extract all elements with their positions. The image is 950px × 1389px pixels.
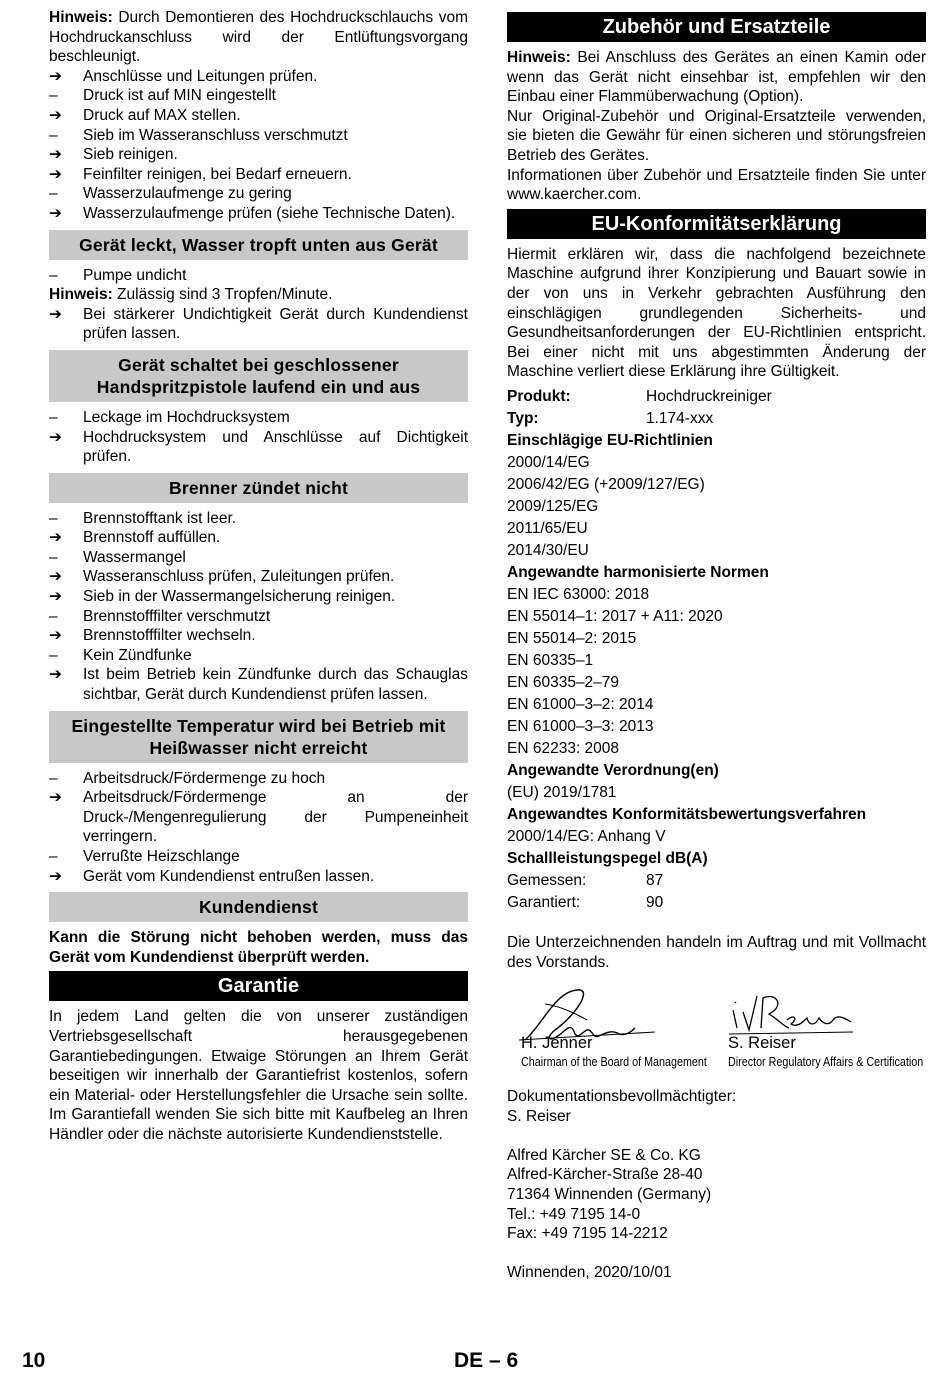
list-item: ➔ Brennstofffilter wechseln. xyxy=(49,627,256,645)
intro-hinweis: Hinweis: Durch Demontieren des Hochdruckschlauchs vom Hochdruckanschluss wird der Entlüftungsvorgang beschleunigt. xyxy=(49,9,468,66)
directive-item: 2009/125/EG xyxy=(507,497,599,515)
company-fax: Fax: +49 7195 14-2212 xyxy=(507,1225,668,1243)
list-item: ➔ Feinfilter reinigen, bei Bedarf erneuern. xyxy=(49,165,352,183)
list-item: ➔ Wasseranschluss prüfen, Zuleitungen prüfen. xyxy=(49,568,395,586)
list-item: – Verrußte Heizschlange xyxy=(49,848,240,865)
section-heading-switching: Gerät schaltet bei geschlossener Handspritzpistole laufend ein und aus xyxy=(49,350,468,402)
signer-title: Chairman of the Board of Management xyxy=(521,1055,707,1070)
list-item: – Sieb im Wasseranschluss verschmutzt xyxy=(49,126,348,144)
section-page-number: DE – 6 xyxy=(454,1349,519,1372)
doc-label: Dokumentationsbevollmächtigter: xyxy=(507,1088,737,1106)
product-row: Produkt: Hochdruckreiniger xyxy=(507,387,772,405)
directive-item: 2000/14/EG xyxy=(507,453,590,471)
company-tel: Tel.: +49 7195 14-0 xyxy=(507,1205,641,1223)
company-street: Alfred-Kärcher-Straße 28-40 xyxy=(507,1166,703,1184)
signature-reiser-icon xyxy=(727,988,857,1038)
list-item: – Wassermangel xyxy=(49,548,186,566)
signer-name: H. Jenner xyxy=(521,1034,593,1053)
list-item: – Druck ist auf MIN eingestellt xyxy=(49,87,276,105)
list-item: ➔ Gerät vom Kundendienst entrußen lassen. xyxy=(49,867,375,885)
section-heading-service: Kundendienst xyxy=(49,892,468,922)
accessories-hinweis: Hinweis: Bei Anschluss des Gerätes an einen Kamin oder wenn das Gerät nicht einsehbar ist, empfehlen wir den Einbau einer Flammüberwachung (Option). xyxy=(507,49,926,106)
signatories-text: Die Unterzeichnenden handeln im Auftrag und mit Vollmacht des Vorstands. xyxy=(507,933,926,971)
standard-item: EN IEC 63000: 2018 xyxy=(507,585,650,603)
signer-name: S. Reiser xyxy=(728,1034,796,1053)
list-item: – Arbeitsdruck/Fördermenge zu hoch xyxy=(49,769,326,787)
standard-item: EN 61000–3–3: 2013 xyxy=(507,717,654,735)
section-heading-eu-declaration: EU-Konformitätserklärung xyxy=(507,209,926,239)
sound-heading: Schallleistungspegel dB(A) xyxy=(507,849,708,867)
doc-name: S. Reiser xyxy=(507,1107,571,1125)
signer-title: Director Regulatory Affairs & Certification xyxy=(728,1055,924,1070)
list-item: – Kein Zündfunke xyxy=(49,646,192,664)
list-item: ➔ Wasserzulaufmenge prüfen (siehe Technische Daten). xyxy=(49,204,456,222)
standards-heading: Angewandte harmonisierte Normen xyxy=(507,563,769,581)
standard-item: EN 55014–2: 2015 xyxy=(507,629,637,647)
section-heading-temperature: Eingestellte Temperatur wird bei Betrieb mit Heißwasser nicht erreicht xyxy=(49,711,468,763)
standard-item: EN 60335–2–79 xyxy=(507,673,620,691)
directives-heading: Einschlägige EU-Richtlinien xyxy=(507,431,713,449)
section-heading-warranty: Garantie xyxy=(49,971,468,1001)
page-number: 10 xyxy=(22,1349,46,1372)
directive-item: 2006/42/EG (+2009/127/EG) xyxy=(507,475,705,493)
left-column xyxy=(49,8,468,1145)
list-item: – Brennstofffilter verschmutzt xyxy=(49,607,271,625)
place-date: Winnenden, 2020/10/01 xyxy=(507,1264,672,1282)
section-heading-accessories: Zubehör und Ersatzteile xyxy=(507,12,926,42)
directive-item: 2011/65/EU xyxy=(507,519,588,537)
directive-item: 2014/30/EU xyxy=(507,541,589,559)
list-item: – Leckage im Hochdrucksystem xyxy=(49,408,290,426)
type-row: Typ: 1.174-xxx xyxy=(507,409,714,427)
company-city: 71364 Winnenden (Germany) xyxy=(507,1186,712,1204)
list-item: – Pumpe undicht xyxy=(49,266,187,284)
section-heading-burner: Brenner zündet nicht xyxy=(49,473,468,503)
regulation-heading: Angewandte Verordnung(en) xyxy=(507,761,719,779)
list-item: – Brennstofftank ist leer. xyxy=(49,509,237,527)
eu-details xyxy=(507,386,926,914)
accessories-info: Informationen über Zubehör und Ersatzteile finden Sie unter www.kaercher.com. xyxy=(507,166,926,204)
intro-list xyxy=(49,67,468,224)
list-item: ➔ Hochdrucksystem und Anschlüsse auf Dichtigkeit prüfen. xyxy=(49,428,468,466)
list-item: ➔ Ist beim Betrieb kein Zündfunke durch das Schauglas sichtbar, Gerät durch Kundendienst prüfen lassen. xyxy=(49,666,468,704)
list-item: – Wasserzulaufmenge zu gering xyxy=(49,185,292,203)
standard-item: EN 60335–1 xyxy=(507,651,594,669)
standard-item: EN 62233: 2008 xyxy=(507,739,620,757)
regulation-item: (EU) 2019/1781 xyxy=(507,783,617,801)
list-item: ➔ Sieb reinigen. xyxy=(49,146,178,164)
guaranteed-row: Garantiert: 90 xyxy=(507,893,664,911)
eu-intro: Hiermit erklären wir, dass die nachfolgend bezeichnete Maschine aufgrund ihrer Konzipierung und Bauart sowie in der von uns in Verkehr gebrachten Ausführung den einschlägigen grundlegenden Sicherheits- und Gesundheitsanforderungen der EU-Richtlinien entspricht. Bei einer nicht mit uns abgestimmten Änderung der Maschine verliert diese Erklärung ihre Gültigkeit. xyxy=(507,245,926,381)
accessories-text: Nur Original-Zubehör und Original-Ersatzteile verwenden, sie bieten die Gewähr für einen sicheren und störungsfreien Betrieb des Gerätes. xyxy=(507,107,926,164)
signatures xyxy=(507,982,926,1087)
list-item: ➔ Sieb in der Wassermangelsicherung reinigen. xyxy=(49,588,396,606)
list-item: ➔ Brennstoff auffüllen. xyxy=(49,529,221,547)
right-column xyxy=(507,8,926,1283)
list-item: ➔ Anschlüsse und Leitungen prüfen. xyxy=(49,67,318,85)
measured-row: Gemessen: 87 xyxy=(507,871,664,889)
service-text: Kann die Störung nicht behoben werden, muss das Gerät vom Kundendienst überprüft werden. xyxy=(49,929,468,966)
standard-item: EN 55014–1: 2017 + A11: 2020 xyxy=(507,607,723,625)
list-item: ➔ Arbeitsdruck/Fördermenge an der Druck-/Mengenregulierung der Pumpeneinheit verringern. xyxy=(49,789,468,846)
list-item: ➔ Bei stärkerer Undichtigkeit Gerät durch Kundendienst prüfen lassen. xyxy=(49,305,468,343)
section-heading-leak: Gerät leckt, Wasser tropft unten aus Gerät xyxy=(49,230,468,260)
standard-item: EN 61000–3–2: 2014 xyxy=(507,695,654,713)
warranty-text: In jedem Land gelten die von unserer zuständigen Vertriebsgesellschaft herausgegebenen Garantiebedingungen. Etwaige Störungen an Ihrem Gerät beseitigen wir innerhalb der Garantiefrist kostenlos, sofern ein Material- oder Herstellungsfehler die Ursache sein sollte. Im Garantiefall wenden Sie sich bitte mit Kaufbeleg an Ihren Händler oder die nächste autorisierte Kundendienststelle. xyxy=(49,1008,468,1143)
leak-hinweis: Hinweis: Zulässig sind 3 Tropfen/Minute. xyxy=(49,286,333,304)
procedure-item: 2000/14/EG: Anhang V xyxy=(507,827,666,845)
company-name: Alfred Kärcher SE & Co. KG xyxy=(507,1146,701,1164)
list-item: ➔ Druck auf MAX stellen. xyxy=(49,106,241,124)
procedure-heading: Angewandtes Konformitätsbewertungsverfahren xyxy=(507,805,867,823)
